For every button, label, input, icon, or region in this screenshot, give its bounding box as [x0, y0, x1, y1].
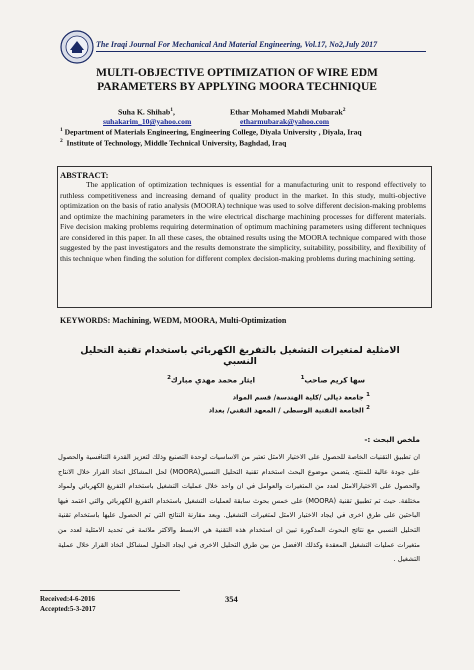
author-2: Ethar Mohamed Mahdi Mubarak$^2$: [230, 107, 346, 117]
paper-title: MULTI-OBJECTIVE OPTIMIZATION OF WIRE EDM PARAMETERS BY APPLYING MOORA TECHNIQUE: [96, 67, 378, 93]
journal-header: The Iraqi Journal For Mechanical And Material Engineering, Vol.17, No2,July 2017: [96, 40, 378, 49]
page-number: 354: [225, 594, 238, 604]
university-seal-icon: [60, 30, 94, 64]
footer-rule: [40, 590, 180, 591]
arabic-summary-heading: ملخص البحث :-: [364, 435, 420, 444]
arabic-summary: ان تطبيق التقنيات الخاصة للحصول على الاختيار الامثل تعتبر من الاساسيات لوحدة التصنيع وذلك لتعزيز القدرة التنافسية والحصول على جودة عالية للمنتج. يتضمن موضوع البحث استخدام تقنية التحليل النسبي(MOORA) لحل المشاكل اتخاذ القرار خلال الانتاج والحصول على الاختيارالامثل لعدد من المتغيرات والعوامل في ان واحد خلال عمليات التشغيل باستخدام التفريغ الكهربائي ولمواد مختلفة. حيث تم تطبيق تقنية (MOORA) على خمس بحوث سابقة لعمليات التشغيل باستخدام التفريغ الكهربائي والتي اعتمد فيها الباحثين على طرق اخرى في ايجاد الاختيار الامثل لمتغيرات التشغيل. وبعد مقارنة النتائج التي تم الحصول عليها باستخدام تقنية التحليل النسبي مع نتائج البحوث المذكورة تبين ان استخدام هذه التقنية هي الابسط والاكثر ملائمة في تحديد الامثلية لعدد من متغيرات عمليات التشغيل المعقدة وكذلك الافضل من بين طرق التحليل الاخرى في ايجاد الحلول لمشاكل اتخاذ القرار خلال عملية التشغيل .: [58, 453, 420, 564]
received-dates: [40, 594, 96, 614]
abstract-heading: ABSTRACT:: [60, 170, 109, 180]
arabic-author-1: سها كريم صاحب$^1$: [300, 375, 365, 385]
abstract-text: The application of optimization techniques is essential for a manufacturing unit to respond effectively to ruthless competitiveness and increasing demand of quality product in the market. In this study, multi-objective optimization on the basis of ratio analysis (MOORA) technique was used to solve different decision-making problems and optimize the machining parameters in the wire electrical discharge machining processes for different materials. Five decision making problems requiring determination of optimum machining parameters using different techniques are considered in this paper. In all these cases, the obtained results using the MOORA technique compared with those suggested by the past investigators and the results demonstrate the simplicity, suitability, possibility, and flexibility of this technique when finding the solution for different complex decision-making problems during machining setting.: [60, 180, 426, 263]
accepted-date: Accepted:5-3-2017: [40, 605, 96, 613]
arabic-title: الامثلية لمتغيرات التشغيل بالتفريغ الكهربائي باستخدام تقنية التحليل النسبي: [80, 345, 400, 367]
header-rule: [96, 51, 426, 52]
author-1-email[interactable]: suhakarim_10@yahoo.com: [103, 117, 192, 126]
affiliation-1: $^1$ Department of Materials Engineering, Engineering College, Diyala University , Diyala, Iraq: [60, 127, 362, 137]
keywords: KEYWORDS: Machining, WEDM, MOORA, Multi-Optimization: [60, 316, 287, 325]
author-2-email[interactable]: etharmubarak@yahoo.com: [240, 117, 330, 126]
arabic-affiliation-2: $^2$ الجامعة التقنية الوسطى / المعهد التقني/ بغداد: [208, 405, 370, 415]
author-1: Suha K. Shihab$^1$,: [118, 107, 175, 117]
arabic-affiliation-1: $^1$ جامعة ديالى /كلية الهندسة/ قسم المواد: [232, 392, 370, 402]
received-date: Received:4-6-2016: [40, 595, 95, 603]
affiliation-2: $^2$ Institute of Technology, Middle Technical University, Baghdad, Iraq: [60, 138, 287, 148]
arabic-author-2: ايثار محمد مهدي مبارك$^2$: [167, 375, 255, 385]
